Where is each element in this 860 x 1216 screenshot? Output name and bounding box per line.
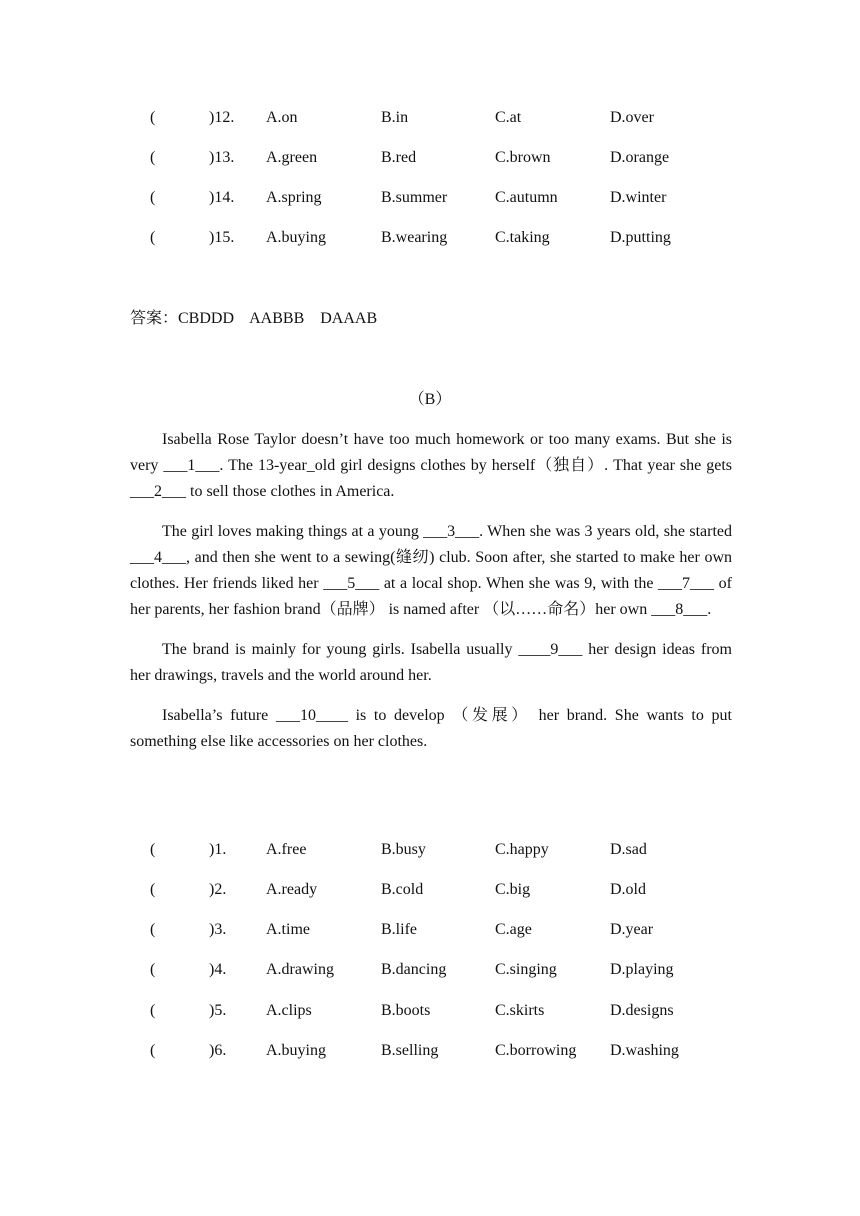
answer-blank-open: ( [150,189,156,206]
option-a: A.buying [266,1042,326,1059]
option-a: A.time [266,921,310,938]
section-title: （B） [408,391,452,408]
option-c: C.brown [495,149,551,166]
option-a: A.spring [266,189,322,206]
option-b: B.life [381,921,417,938]
question-row [0,998,860,1024]
option-c: C.age [495,921,532,938]
option-a: A.on [266,109,298,126]
option-c: C.borrowing [495,1042,577,1059]
question-row [0,957,860,983]
question-number: )12. [209,109,235,126]
option-a: A.drawing [266,961,334,978]
option-b: B.cold [381,881,424,898]
option-a: A.free [266,841,307,858]
option-c: C.taking [495,229,550,246]
question-number: )13. [209,149,235,166]
option-d: D.playing [610,961,674,978]
option-b: B.summer [381,189,448,206]
answer-blank-open: ( [150,229,156,246]
answer-blank-open: ( [150,921,156,938]
question-row [0,185,860,211]
option-c: C.autumn [495,189,558,206]
passage-paragraph: The girl loves making things at a young ___3___. When she was 3 years old, she started ___4___, and then she went to a sewing(缝纫) club. Soon after, she started to make her own clothes. Her friends liked her ___5___ at a local shop. When she was 9, with the ___7___ of her parents, her fashion brand（品牌） is named after （以……命名）her own ___8___. [130,523,732,618]
answer-blank-open: ( [150,881,156,898]
option-d: D.over [610,109,654,126]
option-b: B.dancing [381,961,447,978]
answer-blank-open: ( [150,109,156,126]
option-b: B.selling [381,1042,439,1059]
question-row [0,225,860,251]
option-b: B.boots [381,1002,431,1019]
answer-key: 答案：CBDDD AABBB DAAAB [130,310,378,327]
option-c: C.skirts [495,1002,545,1019]
question-number: )14. [209,189,235,206]
option-a: A.clips [266,1002,312,1019]
option-b: B.in [381,109,409,126]
reading-passage [130,427,732,769]
option-d: D.orange [610,149,670,166]
question-number: )3. [209,921,227,938]
question-number: )1. [209,841,227,858]
option-d: D.washing [610,1042,679,1059]
question-number: )2. [209,881,227,898]
option-d: D.winter [610,189,667,206]
answer-blank-open: ( [150,1042,156,1059]
answer-blank-open: ( [150,149,156,166]
answer-blank-open: ( [150,1002,156,1019]
option-d: D.old [610,881,646,898]
option-d: D.putting [610,229,671,246]
question-number: )15. [209,229,235,246]
option-a: A.ready [266,881,318,898]
answer-blank-open: ( [150,841,156,858]
passage-paragraph: Isabella’s future ___10____ is to develop （发展） her brand. She wants to put something else like accessories on her clothes. [130,707,732,750]
option-d: D.designs [610,1002,674,1019]
option-d: D.sad [610,841,647,858]
option-d: D.year [610,921,654,938]
option-b: B.wearing [381,229,448,246]
passage-paragraph: The brand is mainly for young girls. Isabella usually ____9___ her design ideas from her drawings, travels and the world around her. [130,641,732,684]
question-number: )4. [209,961,227,978]
passage-paragraph: Isabella Rose Taylor doesn’t have too much homework or too many exams. But she is very ___1___. The 13-year_old girl designs clothes by herself（独自）. That year she gets ___2___ to sell those clothes in America. [130,431,732,500]
option-c: C.singing [495,961,557,978]
option-a: A.green [266,149,318,166]
option-a: A.buying [266,229,326,246]
option-c: C.at [495,109,522,126]
question-row [0,1038,860,1064]
question-row [0,877,860,903]
question-row [0,917,860,943]
option-c: C.happy [495,841,549,858]
answer-blank-open: ( [150,961,156,978]
option-c: C.big [495,881,531,898]
question-row [0,837,860,863]
question-row [0,145,860,171]
question-row [0,105,860,131]
option-b: B.red [381,149,417,166]
question-number: )6. [209,1042,227,1059]
question-number: )5. [209,1002,227,1019]
option-b: B.busy [381,841,426,858]
